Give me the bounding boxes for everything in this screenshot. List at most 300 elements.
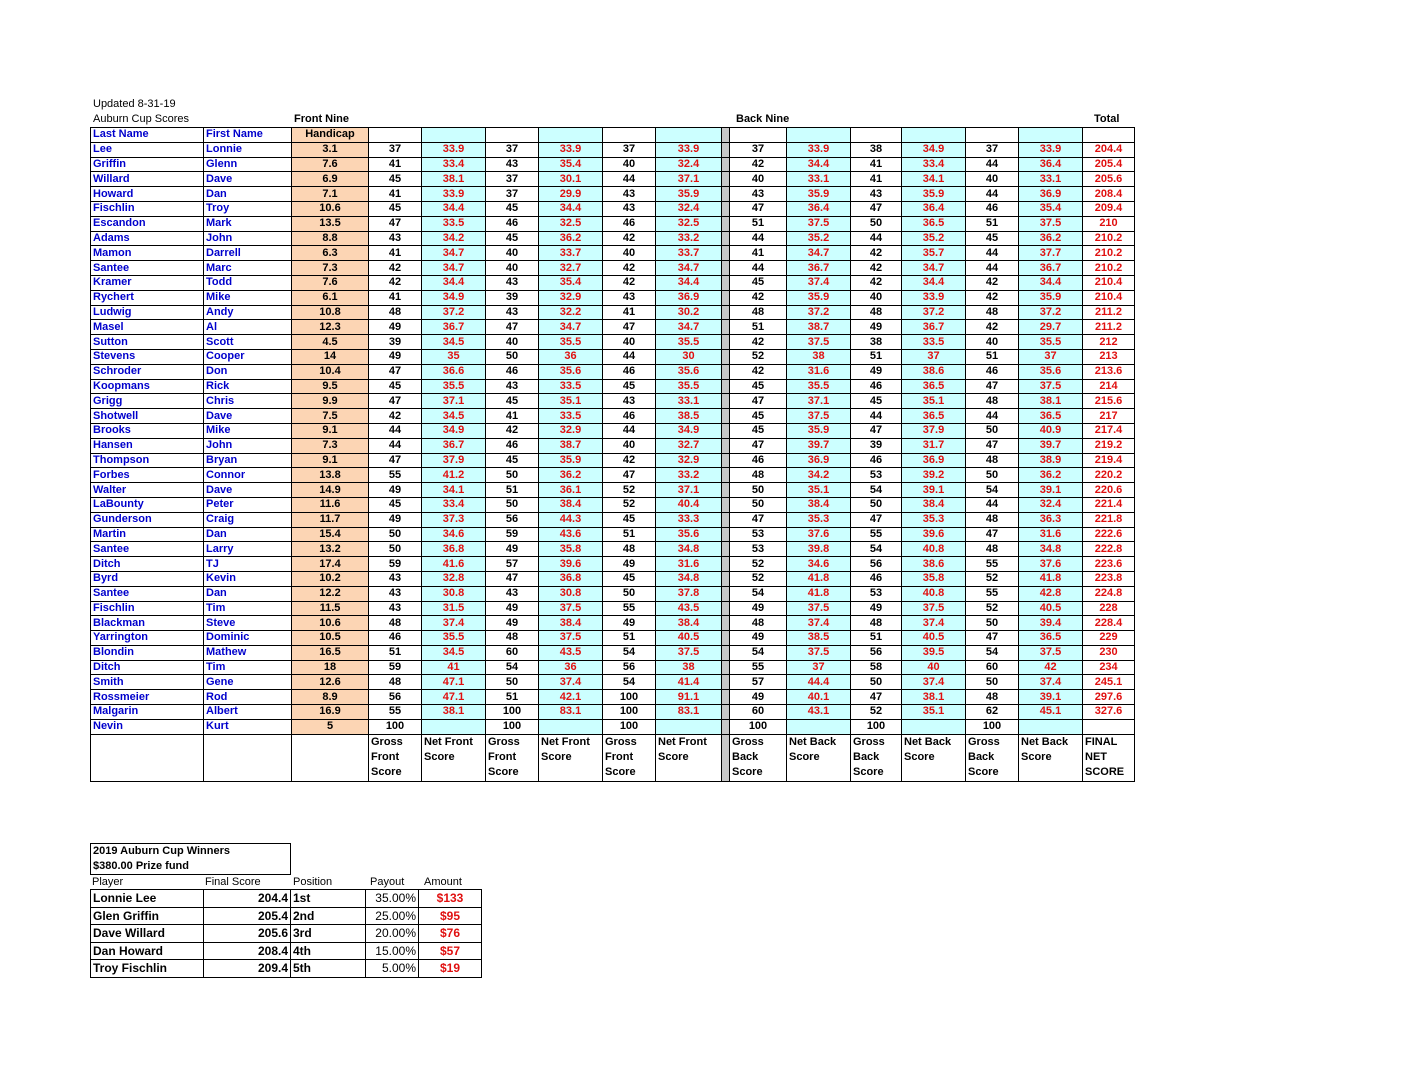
net-score-cell: 38.1: [902, 690, 966, 705]
gross-score-cell: 46: [730, 453, 787, 468]
net-score-cell: 37.2: [787, 305, 851, 320]
net-score-cell: 35.3: [787, 512, 851, 527]
net-score-cell: 36.7: [1019, 261, 1083, 276]
net-score-cell: 32.9: [539, 423, 603, 438]
gross-score-cell: 50: [730, 497, 787, 512]
net-score-cell: 35.9: [902, 187, 966, 202]
net-score-cell: 35.3: [902, 512, 966, 527]
gross-score-cell: 51: [966, 216, 1019, 231]
first-name-cell: Don: [204, 364, 292, 379]
net-score-cell: 34.1: [902, 172, 966, 187]
gross-score-cell: 45: [486, 394, 539, 409]
net-score-cell: 32.4: [656, 157, 722, 172]
gross-score-cell: 40: [966, 335, 1019, 350]
header-cell: [369, 128, 422, 143]
gross-score-cell: 48: [966, 394, 1019, 409]
net-score-cell: 40.8: [902, 542, 966, 557]
first-name-cell: Scott: [204, 335, 292, 350]
first-name-cell: Andy: [204, 305, 292, 320]
net-score-cell: 40.5: [1019, 601, 1083, 616]
gross-score-cell: 42: [603, 453, 656, 468]
gross-score-cell: 51: [851, 349, 902, 364]
net-score-cell: 30.8: [422, 586, 486, 601]
last-name-cell: Rychert: [91, 290, 204, 305]
net-score-cell: 43.5: [656, 601, 722, 616]
handicap-header: Handicap: [292, 128, 369, 143]
gross-score-cell: 42: [369, 261, 422, 276]
last-name-cell: Ludwig: [91, 305, 204, 320]
gross-score-cell: 45: [603, 571, 656, 586]
net-score-cell: 35.6: [656, 364, 722, 379]
gross-score-cell: 56: [851, 557, 902, 572]
gross-score-cell: 43: [851, 187, 902, 202]
gross-score-cell: 38: [851, 142, 902, 157]
winner-row: [91, 890, 482, 908]
total-cell: [1083, 719, 1135, 734]
first-name-cell: Mike: [204, 423, 292, 438]
first-name-cell: Dan: [204, 187, 292, 202]
net-score-cell: 32.5: [539, 216, 603, 231]
net-score-cell: 34.7: [902, 261, 966, 276]
winner-payout: 5.00%: [366, 960, 419, 978]
first-name-cell: Al: [204, 320, 292, 335]
net-score-cell: 33.5: [902, 335, 966, 350]
gross-score-cell: 41: [851, 157, 902, 172]
separator-cell: [722, 305, 730, 320]
net-score-cell: 32.7: [656, 438, 722, 453]
separator-cell: [722, 201, 730, 216]
handicap-cell: 3.1: [292, 142, 369, 157]
gross-score-cell: 57: [486, 557, 539, 572]
last-name-cell: Brooks: [91, 423, 204, 438]
gross-score-cell: 43: [369, 571, 422, 586]
gross-front-label: Gross Front Score: [486, 734, 539, 781]
table-row: [91, 512, 1135, 527]
last-name-cell: Byrd: [91, 571, 204, 586]
net-score-cell: 36.4: [787, 201, 851, 216]
net-score-cell: 43.6: [539, 527, 603, 542]
net-score-cell: 33.5: [539, 379, 603, 394]
gross-score-cell: 54: [603, 675, 656, 690]
first-name-cell: Steve: [204, 616, 292, 631]
header-cell: [722, 128, 730, 143]
net-score-cell: 34.2: [422, 231, 486, 246]
net-score-cell: 41.6: [422, 557, 486, 572]
total-cell: 245.1: [1083, 675, 1135, 690]
table-row: [91, 542, 1135, 557]
first-name-cell: Dan: [204, 586, 292, 601]
net-score-cell: 34.1: [422, 483, 486, 498]
table-row: [91, 335, 1135, 350]
total-label: Total: [1094, 113, 1120, 125]
gross-score-cell: 45: [730, 423, 787, 438]
handicap-cell: 11.7: [292, 512, 369, 527]
gross-score-cell: 52: [851, 705, 902, 720]
net-score-cell: 40.1: [787, 690, 851, 705]
last-name-cell: Rossmeier: [91, 690, 204, 705]
net-score-cell: 40.5: [902, 631, 966, 646]
net-score-cell: 39.7: [1019, 438, 1083, 453]
net-score-cell: 34.8: [1019, 542, 1083, 557]
first-name-cell: John: [204, 438, 292, 453]
gross-score-cell: 46: [851, 379, 902, 394]
gross-score-cell: 38: [851, 335, 902, 350]
table-row: [91, 586, 1135, 601]
net-score-cell: 35.8: [902, 571, 966, 586]
first-name-cell: Peter: [204, 497, 292, 512]
net-score-cell: 37: [1019, 349, 1083, 364]
gross-score-cell: 55: [603, 601, 656, 616]
gross-score-cell: 100: [603, 690, 656, 705]
net-score-cell: 44.4: [787, 675, 851, 690]
gross-score-cell: 48: [966, 305, 1019, 320]
gross-score-cell: 47: [966, 631, 1019, 646]
winner-amount: $19: [419, 960, 482, 978]
net-score-cell: 33.9: [656, 142, 722, 157]
winner-payout: 35.00%: [366, 890, 419, 908]
gross-score-cell: 50: [851, 216, 902, 231]
winners-table: [90, 889, 482, 978]
total-cell: 224.8: [1083, 586, 1135, 601]
handicap-cell: 10.2: [292, 571, 369, 586]
net-score-cell: 37.5: [902, 601, 966, 616]
sheet-title: Auburn Cup Scores: [93, 113, 189, 125]
net-score-cell: 37.8: [656, 586, 722, 601]
net-score-cell: 34.4: [902, 275, 966, 290]
net-score-cell: [422, 719, 486, 734]
gross-score-cell: 50: [603, 586, 656, 601]
last-name-cell: Nevin: [91, 719, 204, 734]
net-score-cell: 36.7: [902, 320, 966, 335]
net-score-cell: 35.1: [787, 483, 851, 498]
separator-cell: [722, 542, 730, 557]
header-cell: [730, 128, 787, 143]
separator-cell: [722, 438, 730, 453]
gross-score-cell: 59: [486, 527, 539, 542]
gross-score-cell: 48: [851, 305, 902, 320]
net-score-cell: 91.1: [656, 690, 722, 705]
net-score-cell: 32.9: [539, 290, 603, 305]
handicap-cell: 13.5: [292, 216, 369, 231]
net-score-cell: 34.5: [422, 645, 486, 660]
handicap-cell: 14: [292, 349, 369, 364]
gross-score-cell: 39: [369, 335, 422, 350]
final-net-score-label: FINAL NET SCORE: [1083, 734, 1135, 781]
gross-score-cell: 47: [851, 423, 902, 438]
winner-amount: $95: [419, 907, 482, 925]
gross-score-cell: 100: [603, 719, 656, 734]
net-score-cell: 31.6: [656, 557, 722, 572]
gross-score-cell: 42: [730, 290, 787, 305]
footer-row: [91, 734, 1135, 781]
separator-cell: [722, 320, 730, 335]
last-name-cell: Lee: [91, 142, 204, 157]
net-score-cell: 39.6: [902, 527, 966, 542]
last-name-cell: Willard: [91, 172, 204, 187]
net-score-cell: 33.2: [656, 468, 722, 483]
gross-score-cell: 51: [603, 631, 656, 646]
net-score-cell: 34.6: [787, 557, 851, 572]
gross-score-cell: 55: [851, 527, 902, 542]
first-name-cell: Connor: [204, 468, 292, 483]
table-row: [91, 616, 1135, 631]
handicap-cell: 7.6: [292, 157, 369, 172]
table-row: [91, 438, 1135, 453]
separator-cell: [722, 142, 730, 157]
net-score-cell: 33.9: [902, 290, 966, 305]
net-score-cell: 36.9: [1019, 187, 1083, 202]
winner-final-score: 205.4: [204, 907, 291, 925]
net-score-cell: 31.5: [422, 601, 486, 616]
separator-cell: [722, 586, 730, 601]
net-score-cell: 41.4: [656, 675, 722, 690]
gross-score-cell: 37: [369, 142, 422, 157]
gross-score-cell: 44: [851, 231, 902, 246]
first-name-cell: TJ: [204, 557, 292, 572]
winner-amount: $76: [419, 925, 482, 943]
net-score-cell: 38.7: [787, 320, 851, 335]
net-score-cell: 34.6: [422, 527, 486, 542]
gross-score-cell: 42: [486, 423, 539, 438]
net-score-cell: 35.1: [902, 394, 966, 409]
total-cell: 220.2: [1083, 468, 1135, 483]
gross-score-cell: 100: [486, 719, 539, 734]
table-row: [91, 187, 1135, 202]
separator-cell: [722, 261, 730, 276]
total-cell: 210.2: [1083, 246, 1135, 261]
net-score-cell: 35.9: [787, 423, 851, 438]
gross-score-cell: 47: [603, 320, 656, 335]
last-name-cell: Santee: [91, 586, 204, 601]
header-cell: [851, 128, 902, 143]
gross-score-cell: 41: [603, 305, 656, 320]
net-score-cell: 37.5: [1019, 216, 1083, 231]
net-score-cell: 35.5: [422, 631, 486, 646]
handicap-cell: 8.8: [292, 231, 369, 246]
gross-score-cell: 48: [486, 631, 539, 646]
gross-score-cell: 55: [966, 586, 1019, 601]
last-name-cell: Walter: [91, 483, 204, 498]
net-score-cell: 38.6: [902, 364, 966, 379]
table-row: [91, 231, 1135, 246]
first-name-cell: Todd: [204, 275, 292, 290]
net-score-cell: 33.1: [787, 172, 851, 187]
gross-score-cell: 100: [369, 719, 422, 734]
gross-score-cell: 46: [369, 631, 422, 646]
gross-score-cell: 50: [730, 483, 787, 498]
gross-score-cell: 39: [851, 438, 902, 453]
last-name-cell: Grigg: [91, 394, 204, 409]
last-name-cell: Masel: [91, 320, 204, 335]
handicap-cell: 6.1: [292, 290, 369, 305]
total-cell: 221.4: [1083, 497, 1135, 512]
winner-row: [91, 960, 482, 978]
gross-score-cell: 54: [851, 483, 902, 498]
gross-score-cell: 44: [603, 349, 656, 364]
total-cell: 229: [1083, 631, 1135, 646]
handicap-cell: 11.5: [292, 601, 369, 616]
last-name-cell: Shotwell: [91, 409, 204, 424]
net-score-cell: 40.8: [902, 586, 966, 601]
net-front-label: Net Front Score: [539, 734, 603, 781]
gross-back-label: Gross Back Score: [966, 734, 1019, 781]
first-name-cell: Albert: [204, 705, 292, 720]
gross-score-cell: 46: [603, 364, 656, 379]
gross-score-cell: 42: [730, 364, 787, 379]
separator-cell: [722, 705, 730, 720]
gross-score-cell: 46: [851, 453, 902, 468]
gross-score-cell: 43: [603, 187, 656, 202]
winners-column-label: Amount: [424, 876, 462, 888]
first-name-cell: Chris: [204, 394, 292, 409]
table-row: [91, 409, 1135, 424]
gross-score-cell: 47: [966, 379, 1019, 394]
last-name-cell: Blackman: [91, 616, 204, 631]
net-score-cell: 34.9: [422, 423, 486, 438]
last-name-cell: Fischlin: [91, 601, 204, 616]
net-score-cell: 36.8: [422, 542, 486, 557]
handicap-cell: 7.3: [292, 438, 369, 453]
gross-score-cell: 48: [603, 542, 656, 557]
separator-cell: [722, 172, 730, 187]
net-score-cell: 36.3: [1019, 512, 1083, 527]
gross-score-cell: 47: [369, 453, 422, 468]
net-score-cell: [902, 719, 966, 734]
winner-player: Dan Howard: [91, 942, 204, 960]
first-name-cell: Mike: [204, 290, 292, 305]
net-score-cell: 37.4: [422, 616, 486, 631]
gross-score-cell: 54: [851, 542, 902, 557]
table-row: [91, 261, 1135, 276]
net-score-cell: 34.7: [656, 261, 722, 276]
net-score-cell: 37.5: [1019, 645, 1083, 660]
gross-score-cell: 48: [369, 305, 422, 320]
gross-score-cell: 45: [851, 394, 902, 409]
front-nine-label: Front Nine: [294, 113, 349, 125]
last-name-cell: Griffin: [91, 157, 204, 172]
net-score-cell: 29.9: [539, 187, 603, 202]
last-name-cell: Thompson: [91, 453, 204, 468]
gross-score-cell: 52: [966, 601, 1019, 616]
total-cell: 204.4: [1083, 142, 1135, 157]
total-cell: 222.8: [1083, 542, 1135, 557]
winner-amount: $133: [419, 890, 482, 908]
winners-column-label: Player: [92, 876, 124, 888]
separator-cell: [722, 527, 730, 542]
winner-final-score: 208.4: [204, 942, 291, 960]
net-score-cell: 35.2: [902, 231, 966, 246]
net-score-cell: 41: [422, 660, 486, 675]
gross-score-cell: 45: [369, 379, 422, 394]
gross-score-cell: 45: [730, 379, 787, 394]
gross-score-cell: 45: [966, 231, 1019, 246]
gross-score-cell: 59: [369, 557, 422, 572]
table-row: [91, 453, 1135, 468]
winner-player: Lonnie Lee: [91, 890, 204, 908]
total-cell: 217.4: [1083, 423, 1135, 438]
gross-back-label: Gross Back Score: [730, 734, 787, 781]
net-score-cell: 37.4: [902, 616, 966, 631]
gross-score-cell: 60: [486, 645, 539, 660]
last-name-cell: Malgarin: [91, 705, 204, 720]
gross-score-cell: 42: [966, 275, 1019, 290]
gross-score-cell: 46: [851, 571, 902, 586]
net-score-cell: 36.5: [1019, 409, 1083, 424]
net-score-cell: 34.4: [422, 201, 486, 216]
gross-score-cell: 42: [851, 275, 902, 290]
net-score-cell: 37.9: [902, 423, 966, 438]
first-name-cell: Dominic: [204, 631, 292, 646]
table-row: [91, 601, 1135, 616]
table-row: [91, 423, 1135, 438]
net-score-cell: 37.2: [1019, 305, 1083, 320]
net-score-cell: 36.9: [656, 290, 722, 305]
gross-score-cell: 51: [486, 483, 539, 498]
net-score-cell: 39.1: [902, 483, 966, 498]
gross-score-cell: 49: [730, 631, 787, 646]
winner-payout: 25.00%: [366, 907, 419, 925]
net-score-cell: 34.9: [656, 423, 722, 438]
last-name-cell: Blondin: [91, 645, 204, 660]
net-score-cell: 35.6: [1019, 364, 1083, 379]
gross-score-cell: 47: [851, 690, 902, 705]
gross-score-cell: 54: [966, 483, 1019, 498]
net-score-cell: 47.1: [422, 675, 486, 690]
gross-score-cell: 40: [486, 261, 539, 276]
table-row: [91, 142, 1135, 157]
net-score-cell: 34.4: [539, 201, 603, 216]
handicap-cell: 18: [292, 660, 369, 675]
net-score-cell: [539, 719, 603, 734]
total-cell: 234: [1083, 660, 1135, 675]
separator-cell: [722, 660, 730, 675]
gross-score-cell: 51: [966, 349, 1019, 364]
handicap-cell: 12.6: [292, 675, 369, 690]
net-back-label: Net Back Score: [787, 734, 851, 781]
header-cell: [603, 128, 656, 143]
gross-score-cell: 52: [730, 349, 787, 364]
gross-score-cell: 50: [486, 497, 539, 512]
gross-score-cell: 49: [486, 542, 539, 557]
handicap-cell: 10.4: [292, 364, 369, 379]
handicap-cell: 10.5: [292, 631, 369, 646]
net-score-cell: 34.7: [656, 320, 722, 335]
gross-score-cell: 51: [369, 645, 422, 660]
separator-cell: [722, 157, 730, 172]
total-cell: 228: [1083, 601, 1135, 616]
net-score-cell: 33.5: [539, 409, 603, 424]
gross-score-cell: 43: [369, 586, 422, 601]
gross-score-cell: 47: [486, 571, 539, 586]
gross-score-cell: 54: [730, 645, 787, 660]
net-score-cell: 36.4: [902, 201, 966, 216]
gross-score-cell: 44: [966, 409, 1019, 424]
total-cell: 205.6: [1083, 172, 1135, 187]
gross-score-cell: 45: [730, 275, 787, 290]
gross-score-cell: 40: [603, 335, 656, 350]
handicap-cell: 17.4: [292, 557, 369, 572]
net-score-cell: 39.2: [902, 468, 966, 483]
first-name-cell: Kevin: [204, 571, 292, 586]
back-nine-label: Back Nine: [736, 113, 790, 125]
net-score-cell: 37.1: [656, 172, 722, 187]
gross-score-cell: 43: [486, 157, 539, 172]
winner-position: 2nd: [291, 907, 366, 925]
net-score-cell: 35.5: [787, 379, 851, 394]
gross-score-cell: 43: [486, 379, 539, 394]
header-cell: [422, 128, 486, 143]
net-score-cell: 30.1: [539, 172, 603, 187]
